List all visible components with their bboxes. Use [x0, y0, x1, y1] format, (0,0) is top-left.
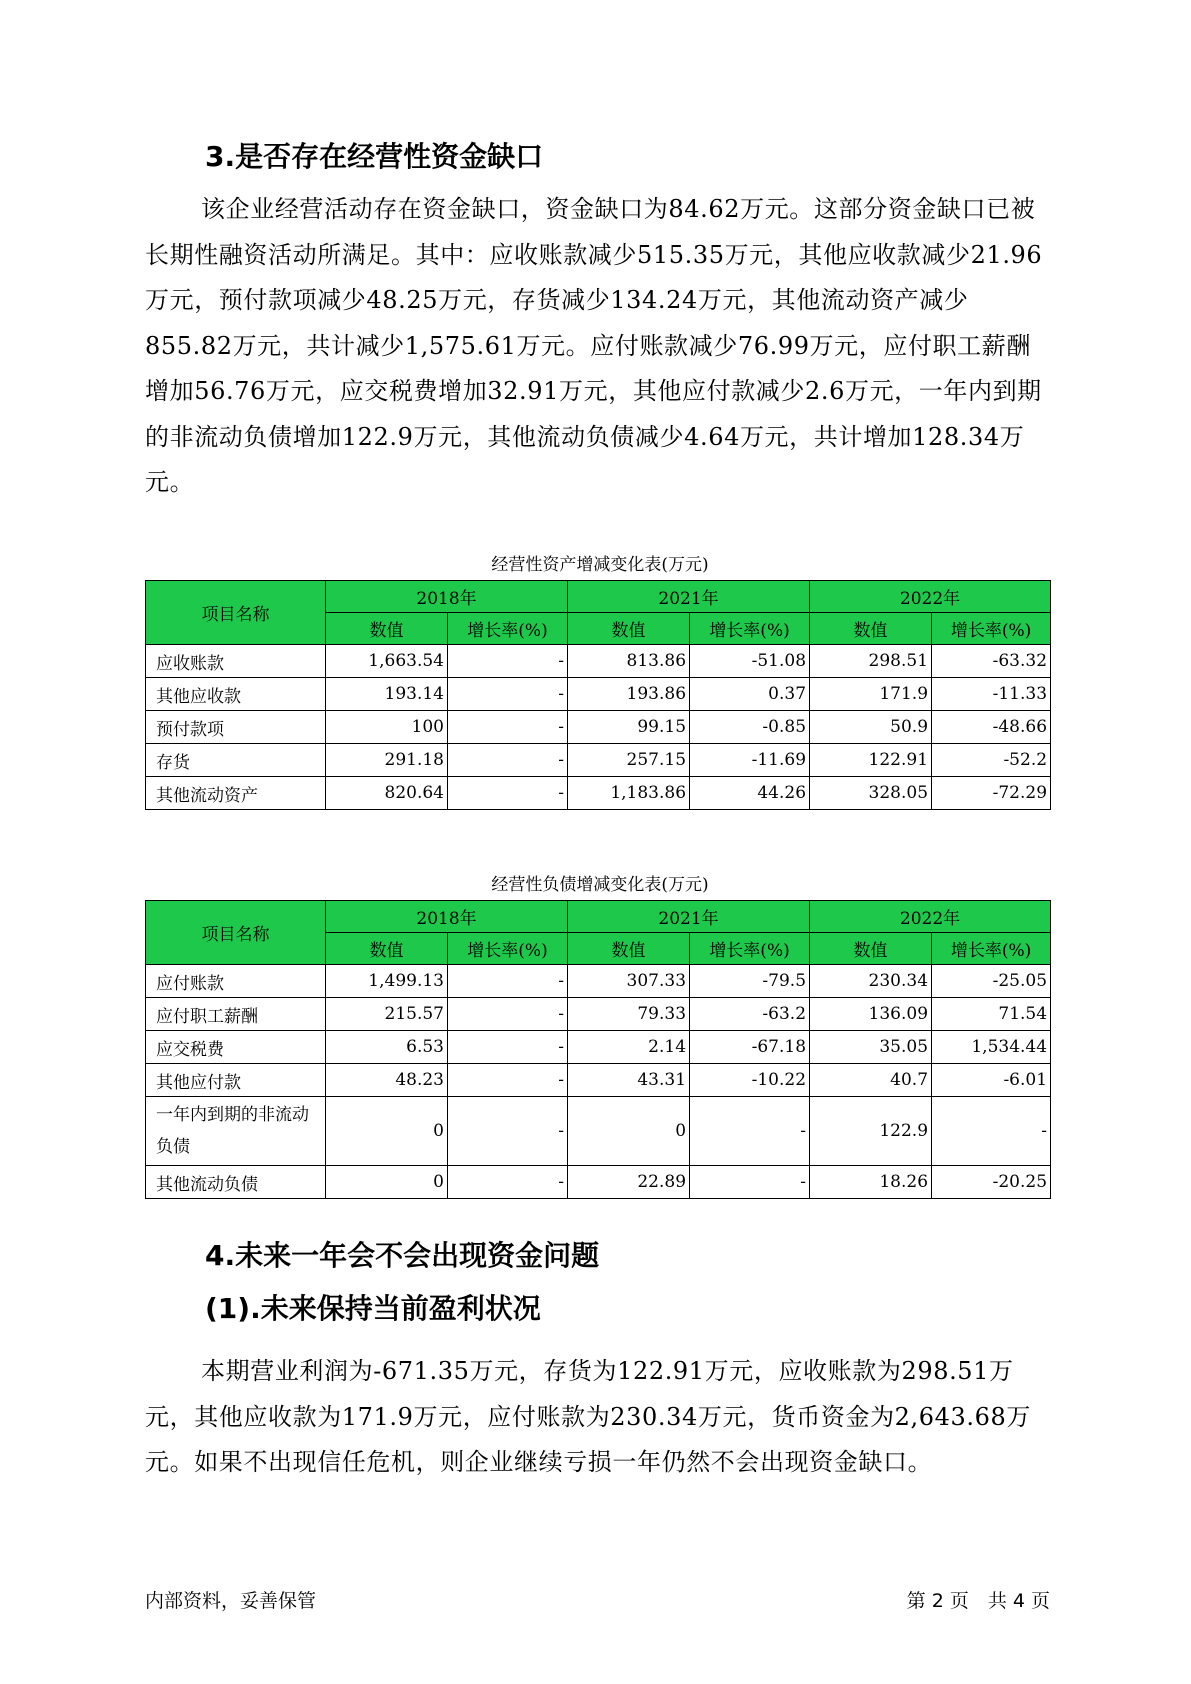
- section-4-heading: 4.未来一年会不会出现资金问题: [205, 1239, 600, 1272]
- cell: 1,183.86: [568, 777, 690, 810]
- cell: -51.08: [690, 645, 810, 678]
- rate-header: 增长率(%): [932, 933, 1051, 965]
- year-header: 2021年: [568, 581, 810, 613]
- cell: 1,534.44: [932, 1031, 1051, 1064]
- cell: 99.15: [568, 711, 690, 744]
- cell: -63.32: [932, 645, 1051, 678]
- value-header: 数值: [568, 933, 690, 965]
- cell: -79.5: [690, 965, 810, 998]
- cell: -: [690, 1166, 810, 1199]
- cell: 307.33: [568, 965, 690, 998]
- rate-header: 增长率(%): [932, 613, 1051, 645]
- cell: -63.2: [690, 998, 810, 1031]
- asset-table-caption: 经营性资产增减变化表(万元): [491, 555, 709, 575]
- cell: 48.23: [326, 1064, 448, 1097]
- row-name: 存货: [146, 744, 326, 777]
- table-row: [146, 965, 1051, 998]
- cell: 40.7: [810, 1064, 932, 1097]
- cell: -48.66: [932, 711, 1051, 744]
- table-row: [146, 1031, 1051, 1064]
- cell: 79.33: [568, 998, 690, 1031]
- cell: 22.89: [568, 1166, 690, 1199]
- cell: 171.9: [810, 678, 932, 711]
- cell: -52.2: [932, 744, 1051, 777]
- row-name: 其他流动资产: [146, 777, 326, 810]
- cell: 50.9: [810, 711, 932, 744]
- cell: 35.05: [810, 1031, 932, 1064]
- name-header: 项目名称: [146, 901, 326, 965]
- table-row: [146, 998, 1051, 1031]
- value-header: 数值: [810, 933, 932, 965]
- cell: 1,663.54: [326, 645, 448, 678]
- cell: -: [448, 777, 568, 810]
- table-row: [146, 1064, 1051, 1097]
- section-3-paragraph: 该企业经营活动存在资金缺口，资金缺口为84.62万元。这部分资金缺口已被长期性融资活动所满足。其中：应收账款减少515.35万元，其他应收款减少21.96万元，预付款项减少48.25万元，存货减少134.24万元，其他流动资产减少855.82万元，共计减少1,575.61万元。应付账款减少76.99万元，应付职工薪酬增加56.76万元，应交税费增加32.91万元，其他应付款减少2.6万元，一年内到期的非流动负债增加122.9万元，其他流动负债减少4.64万元，共计增加128.34万元。: [145, 195, 1043, 496]
- rate-header: 增长率(%): [690, 933, 810, 965]
- cell: 0: [326, 1097, 448, 1166]
- table-row: [146, 1097, 1051, 1166]
- section-4-subheading: (1).未来保持当前盈利状况: [205, 1292, 541, 1325]
- cell: 43.31: [568, 1064, 690, 1097]
- cell: 291.18: [326, 744, 448, 777]
- cell: 193.14: [326, 678, 448, 711]
- cell: 820.64: [326, 777, 448, 810]
- table-row: [146, 711, 1051, 744]
- table-row: [146, 1166, 1051, 1199]
- cell: -11.33: [932, 678, 1051, 711]
- cell: -20.25: [932, 1166, 1051, 1199]
- cell: -: [448, 1031, 568, 1064]
- table-row: [146, 777, 1051, 810]
- liability-table-caption: 经营性负债增减变化表(万元): [491, 875, 709, 895]
- cell: -: [448, 1166, 568, 1199]
- cell: 122.91: [810, 744, 932, 777]
- cell: 44.26: [690, 777, 810, 810]
- liability-change-table: [145, 900, 1051, 1199]
- asset-change-table: [145, 580, 1051, 810]
- name-header: 项目名称: [146, 581, 326, 645]
- cell: 0.37: [690, 678, 810, 711]
- cell: -25.05: [932, 965, 1051, 998]
- row-name: 应付职工薪酬: [146, 998, 326, 1031]
- cell: 298.51: [810, 645, 932, 678]
- cell: -: [448, 711, 568, 744]
- row-name: 其他流动负债: [146, 1166, 326, 1199]
- cell: 215.57: [326, 998, 448, 1031]
- year-header: 2022年: [810, 901, 1051, 933]
- cell: -6.01: [932, 1064, 1051, 1097]
- cell: -: [448, 1097, 568, 1166]
- rate-header: 增长率(%): [448, 613, 568, 645]
- cell: 122.9: [810, 1097, 932, 1166]
- cell: -: [448, 998, 568, 1031]
- cell: 1,499.13: [326, 965, 448, 998]
- cell: -: [690, 1097, 810, 1166]
- cell: -11.69: [690, 744, 810, 777]
- cell: 2.14: [568, 1031, 690, 1064]
- row-name: 应付账款: [146, 965, 326, 998]
- year-header: 2021年: [568, 901, 810, 933]
- footer-confidential-note: 内部资料，妥善保管: [145, 1590, 317, 1612]
- cell: 100: [326, 711, 448, 744]
- cell: 813.86: [568, 645, 690, 678]
- cell: 0: [326, 1166, 448, 1199]
- table-row: [146, 678, 1051, 711]
- year-header: 2018年: [326, 901, 568, 933]
- cell: 71.54: [932, 998, 1051, 1031]
- year-header: 2022年: [810, 581, 1051, 613]
- cell: 328.05: [810, 777, 932, 810]
- cell: -: [448, 645, 568, 678]
- value-header: 数值: [568, 613, 690, 645]
- row-name: 预付款项: [146, 711, 326, 744]
- cell: 136.09: [810, 998, 932, 1031]
- cell: -: [932, 1097, 1051, 1166]
- section-4-paragraph: 本期营业利润为-671.35万元，存货为122.91万元，应收账款为298.51万元，其他应收款为171.9万元，应付账款为230.34万元，货币资金为2,643.68万元。如果不出现信任危机，则企业继续亏损一年仍然不会出现资金缺口。: [145, 1357, 1031, 1476]
- cell: -72.29: [932, 777, 1051, 810]
- cell: -10.22: [690, 1064, 810, 1097]
- cell: -67.18: [690, 1031, 810, 1064]
- rate-header: 增长率(%): [690, 613, 810, 645]
- cell: 230.34: [810, 965, 932, 998]
- table-row: [146, 744, 1051, 777]
- cell: -: [448, 744, 568, 777]
- table-row: [146, 645, 1051, 678]
- row-name: 一年内到期的非流动负债: [146, 1097, 326, 1166]
- row-name: 应收账款: [146, 645, 326, 678]
- cell: 0: [568, 1097, 690, 1166]
- cell: -: [448, 965, 568, 998]
- value-header: 数值: [326, 613, 448, 645]
- cell: 257.15: [568, 744, 690, 777]
- value-header: 数值: [810, 613, 932, 645]
- cell: -0.85: [690, 711, 810, 744]
- year-header: 2018年: [326, 581, 568, 613]
- cell: 18.26: [810, 1166, 932, 1199]
- cell: -: [448, 1064, 568, 1097]
- row-name: 其他应收款: [146, 678, 326, 711]
- section-3-heading: 3.是否存在经营性资金缺口: [205, 140, 544, 173]
- cell: -: [448, 678, 568, 711]
- value-header: 数值: [326, 933, 448, 965]
- cell: 6.53: [326, 1031, 448, 1064]
- row-name: 其他应付款: [146, 1064, 326, 1097]
- footer-page-number: 第 2 页 共 4 页: [906, 1590, 1050, 1612]
- row-name: 应交税费: [146, 1031, 326, 1064]
- rate-header: 增长率(%): [448, 933, 568, 965]
- cell: 193.86: [568, 678, 690, 711]
